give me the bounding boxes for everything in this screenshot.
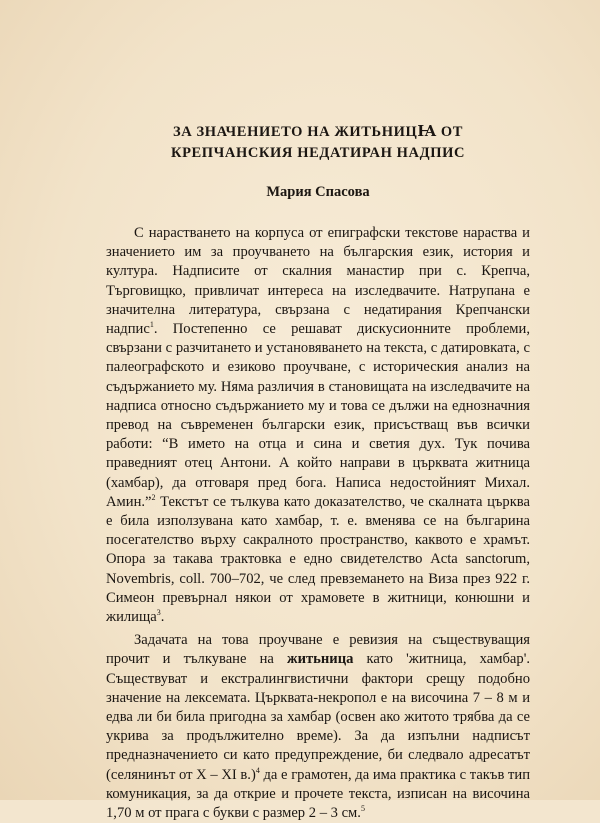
author-name: Мария Спасова bbox=[266, 184, 370, 200]
footnote-ref-5: 5 bbox=[360, 804, 365, 814]
paragraph-1-text-a: С нарастването на корпуса от епиграфски текстове нараства и значението им за проучването на българския език, история и култура. Надписите от скалния манастир при с. Крепча, Търговищко, привличат интереса на изследвачите. Натрупана е значителна литература, свързана с недатирания Крепчански надпис bbox=[106, 225, 530, 338]
paragraph-1-text-b: . Постепенно се решават дискусионните проблеми, свързани с разчитането и установяването на текста, с датировката, с палеографското и езиково проучване, с историческия анализ на съдържанието му. Няма различия в становищата на изследвачите на надписа относно съдържанието му и това се дължи на еднозначния превод на съвременен български език, присъстващ във всички работи: “В името на отца и сина и светия дух. Тук почива праведният отец Антони. А който направи в църквата житница (хамбар), да отговаря пред бога. Написа недостойният Михал. Амин.” bbox=[106, 321, 530, 510]
paragraph-2-keyword: житьница bbox=[287, 651, 354, 668]
footnote-ref-2: 2 bbox=[151, 492, 156, 502]
footnote-ref-4: 4 bbox=[255, 765, 260, 775]
paragraph-2 bbox=[106, 631, 530, 823]
paragraph-1 bbox=[106, 224, 530, 627]
article-body bbox=[106, 224, 530, 823]
title-line-1: ЗА ЗНАЧЕНИЕТО НА ЖИТЬНИЦꙖ ОТ bbox=[173, 124, 463, 140]
footnote-ref-1: 1 bbox=[149, 320, 154, 330]
paragraph-2-text-b: като 'житница, хамбар'. Съществуват и екстралингвистични фактори срещу подобно значение на лексемата. Църквата-некропол е на височина 7 – 8 м и едва ли би била пригодна за хамбар (освен ако житото трябва да се укрива за продължително време). За да изпълни надписът предназначението си като предупреждение, би следвало адресатът (селянинът от X – XI в.) bbox=[106, 651, 530, 783]
paragraph-1-text-c: Текстът се тълкува като доказателство, че скалната църква е била използувана като хамбар, т. е. вменява се на българина посегателство върху сакралното пространство, каквото е храмът. Опора за такава трактовка е едно свидетелство Acta sanctorum, Novembris, coll. 700–702, че след превземането на Виза през 922 г. Симеон превърнал някои от храмовете в житници, конюшни и жилища bbox=[106, 493, 530, 626]
article-title bbox=[106, 122, 530, 164]
paragraph-2-text-c: да е грамотен, да има практика с такъв тип комуникация, за да открие и прочете текста, изписан на височина 1,70 м от прага с букви с размер 2 – 3 см. bbox=[106, 766, 530, 822]
paragraph-1-text-d: . bbox=[160, 609, 165, 626]
footnote-ref-3: 3 bbox=[156, 608, 161, 618]
paragraph-2-text-a: Задачата на това проучване е ревизия на съществуващия прочит и тълкуване на bbox=[106, 632, 530, 668]
title-line-2: КРЕПЧАНСКИЯ НЕДАТИРАН НАДПИС bbox=[170, 145, 466, 161]
